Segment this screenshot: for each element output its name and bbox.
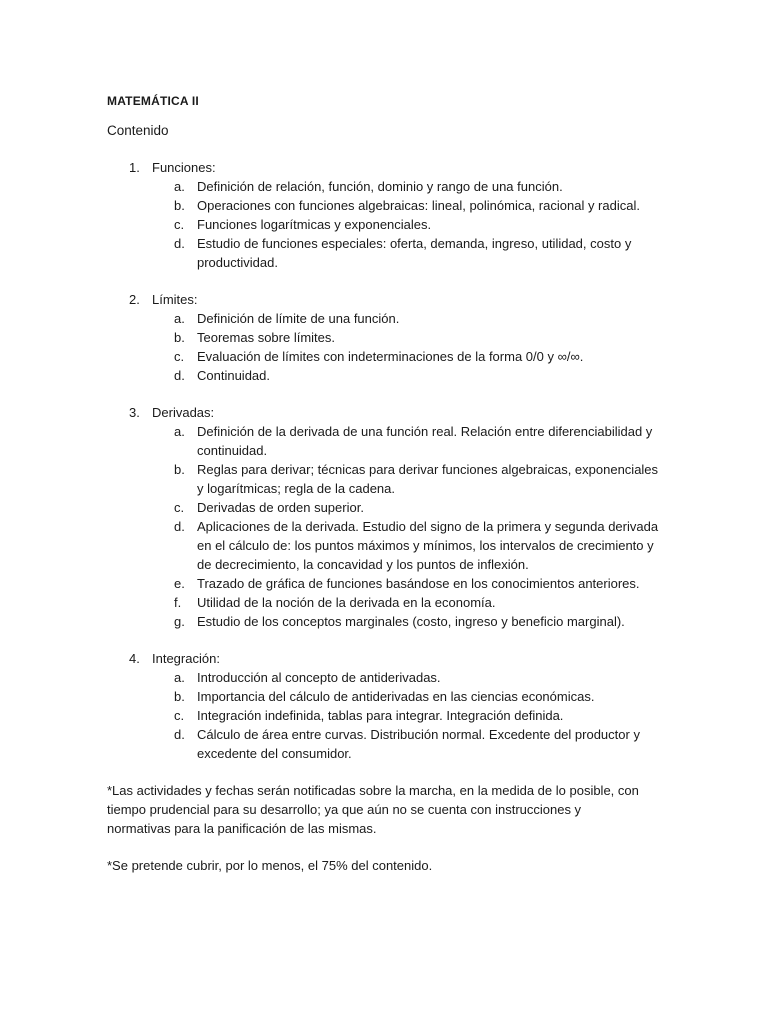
item-letter: d. xyxy=(174,368,185,383)
list-item xyxy=(107,460,667,498)
section-derivadas xyxy=(107,403,667,631)
item-text: Definición de relación, función, dominio y rango de una función. xyxy=(197,179,563,194)
item-text: Reglas para derivar; técnicas para derivar funciones algebraicas, exponenciales y logarítmicas; regla de la cadena. xyxy=(197,462,659,496)
section-title: Funciones: xyxy=(152,160,216,175)
item-letter: f. xyxy=(174,595,182,610)
list-item xyxy=(107,725,667,763)
item-letter: a. xyxy=(174,424,185,439)
list-item xyxy=(107,574,667,593)
section-number: 4. xyxy=(129,651,140,666)
content-sections xyxy=(107,158,667,763)
list-item xyxy=(107,612,667,631)
list-item xyxy=(107,328,667,347)
section-heading xyxy=(107,649,667,668)
item-letter: b. xyxy=(174,689,185,704)
item-letter: b. xyxy=(174,198,185,213)
section-limites xyxy=(107,290,667,385)
list-item xyxy=(107,347,667,366)
item-letter: d. xyxy=(174,519,185,534)
item-text: Teoremas sobre límites. xyxy=(197,330,335,345)
item-letter: d. xyxy=(174,236,185,251)
list-item xyxy=(107,196,667,215)
document-title: MATEMÁTICA II xyxy=(107,94,199,108)
item-letter: c. xyxy=(174,500,185,515)
list-item xyxy=(107,668,667,687)
list-item xyxy=(107,422,667,460)
section-number: 2. xyxy=(129,292,140,307)
section-funciones xyxy=(107,158,667,272)
list-item xyxy=(107,215,667,234)
item-text: Cálculo de área entre curvas. Distribución normal. Excedente del productor y excedente del consumidor. xyxy=(197,727,640,761)
section-items xyxy=(107,309,667,385)
list-item xyxy=(107,517,667,574)
footnotes xyxy=(107,781,647,875)
item-letter: c. xyxy=(174,217,185,232)
item-text: Funciones logarítmicas y exponenciales. xyxy=(197,217,432,232)
item-text: Integración indefinida, tablas para integrar. Integración definida. xyxy=(197,708,564,723)
list-item xyxy=(107,706,667,725)
item-text: Trazado de gráfica de funciones basándose en los conocimientos anteriores. xyxy=(197,576,640,591)
section-number: 1. xyxy=(129,160,140,175)
footnote-activities xyxy=(107,781,647,838)
item-letter: b. xyxy=(174,462,185,477)
section-title: Derivadas: xyxy=(152,405,215,420)
footnote-coverage xyxy=(107,856,647,875)
item-text: Continuidad. xyxy=(197,368,270,383)
footnote-text: *Las actividades y fechas serán notificadas sobre la marcha, en la medida de lo posible, con tiempo prudencial para su desarrollo; ya que aún no se cuenta con instrucciones y normativas para la panificación de las mismas. xyxy=(107,783,639,836)
item-letter: d. xyxy=(174,727,185,742)
list-item xyxy=(107,687,667,706)
item-letter: b. xyxy=(174,330,185,345)
item-text: Definición de la derivada de una función real. Relación entre diferenciabilidad y continuidad. xyxy=(197,424,653,458)
section-heading xyxy=(107,290,667,309)
list-item xyxy=(107,177,667,196)
item-letter: c. xyxy=(174,349,185,364)
item-text: Definición de límite de una función. xyxy=(197,311,400,326)
item-text: Introducción al concepto de antiderivadas. xyxy=(197,670,441,685)
list-item xyxy=(107,309,667,328)
item-letter: c. xyxy=(174,708,185,723)
section-heading xyxy=(107,158,667,177)
section-number: 3. xyxy=(129,405,140,420)
item-letter: e. xyxy=(174,576,185,591)
item-letter: g. xyxy=(174,614,185,629)
list-item xyxy=(107,366,667,385)
item-text: Derivadas de orden superior. xyxy=(197,500,364,515)
section-integracion xyxy=(107,649,667,763)
item-letter: a. xyxy=(174,311,185,326)
list-item xyxy=(107,593,667,612)
section-heading xyxy=(107,403,667,422)
document-subtitle: Contenido xyxy=(107,123,169,138)
item-text: Estudio de funciones especiales: oferta, demanda, ingreso, utilidad, costo y productividad. xyxy=(197,236,632,270)
item-text: Utilidad de la noción de la derivada en la economía. xyxy=(197,595,496,610)
section-items xyxy=(107,177,667,272)
footnote-text: *Se pretende cubrir, por lo menos, el 75% del contenido. xyxy=(107,858,433,873)
item-letter: a. xyxy=(174,179,185,194)
section-title: Integración: xyxy=(152,651,220,666)
section-items xyxy=(107,422,667,631)
item-text: Aplicaciones de la derivada. Estudio del signo de la primera y segunda derivada en el cálculo de: los puntos máximos y mínimos, los intervalos de crecimiento y de decrecimiento, la concavidad y los puntos de inflexión. xyxy=(197,519,659,572)
item-text: Importancia del cálculo de antiderivadas en las ciencias económicas. xyxy=(197,689,595,704)
list-item xyxy=(107,234,667,272)
item-text: Estudio de los conceptos marginales (costo, ingreso y beneficio marginal). xyxy=(197,614,625,629)
item-letter: a. xyxy=(174,670,185,685)
item-text: Operaciones con funciones algebraicas: lineal, polinómica, racional y radical. xyxy=(197,198,640,213)
list-item xyxy=(107,498,667,517)
section-items xyxy=(107,668,667,763)
section-title: Límites: xyxy=(152,292,198,307)
item-text: Evaluación de límites con indeterminaciones de la forma 0/0 y ∞/∞. xyxy=(197,349,584,364)
document-page xyxy=(107,92,667,893)
